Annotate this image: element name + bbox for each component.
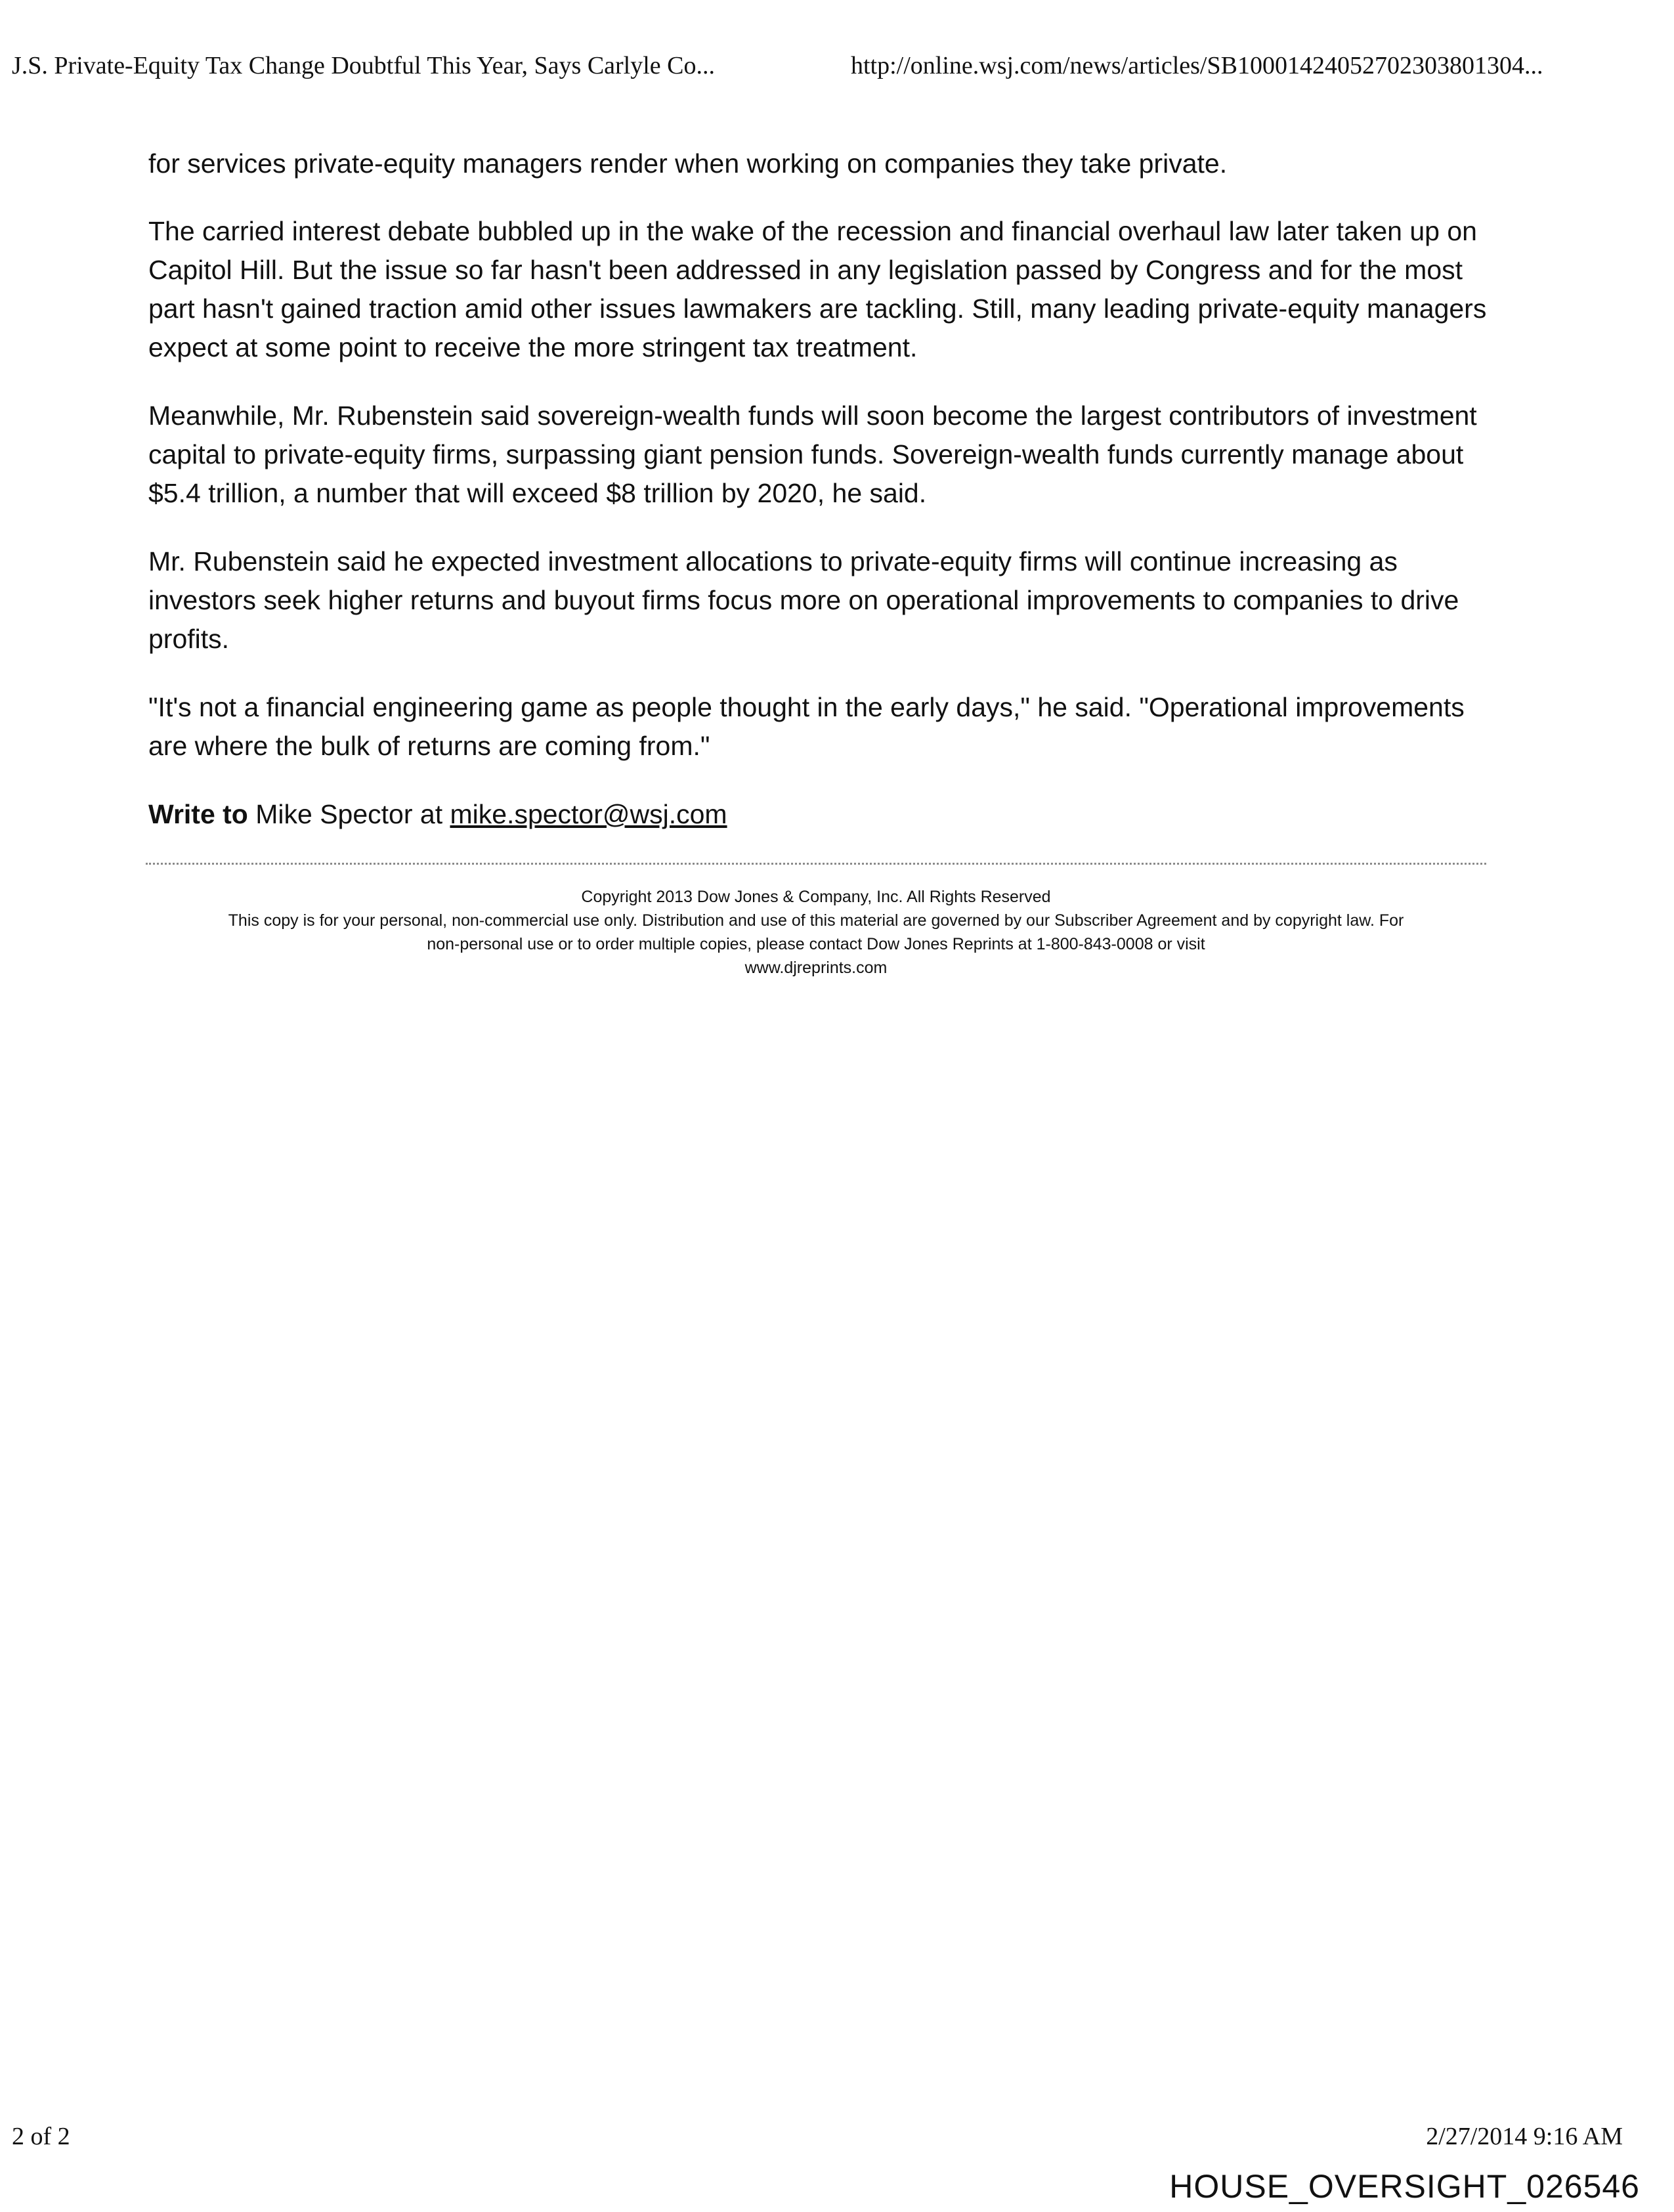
- write-to-author: Mike Spector at: [247, 799, 450, 829]
- article-paragraph: Meanwhile, Mr. Rubenstein said sovereign-wealth funds will soon become the largest contributors of investment capital to private-equity firms, surpassing giant pension funds. Sovereign-wealth funds currently manage about $5.4 trillion, a number that will exceed $8 trillion by 2020, he said.: [148, 401, 1477, 508]
- copyright-reprints: non-personal use or to order multiple copies, please contact Dow Jones Reprints at 1-800-843-0008 or visit: [427, 935, 1205, 953]
- page-count: 2 of 2: [12, 2123, 70, 2150]
- write-to-line: [148, 795, 1501, 834]
- article-paragraph: for services private-equity managers render when working on companies they take private.: [148, 148, 1228, 179]
- page-url: http://online.wsj.com/news/articles/SB10001424052702303801304...: [851, 52, 1543, 79]
- article-body: [148, 144, 1501, 863]
- reprints-link[interactable]: www.djreprints.com: [744, 959, 888, 977]
- print-footer: [12, 2118, 1628, 2155]
- article-paragraph: Mr. Rubenstein said he expected investment allocations to private-equity firms will continue increasing as investors seek higher returns and buyout firms focus more on operational improvements to companies to drive profits.: [148, 546, 1459, 654]
- article-paragraph: "It's not a financial engineering game as people thought in the early days," he said. "Operational improvements are where the bulk of returns are coming from.": [148, 692, 1465, 761]
- print-datetime: 2/27/2014 9:16 AM: [1426, 2123, 1623, 2150]
- article-paragraph: The carried interest debate bubbled up in the wake of the recession and financial overhaul law later taken up on Capitol Hill. But the issue so far hasn't been addressed in any legislation passed by Congress and for the most part hasn't gained traction amid other issues lawmakers are tackling. Still, many leading private-equity managers expect at some point to receive the more stringent tax treatment.: [148, 216, 1487, 362]
- author-email-link[interactable]: mike.spector@wsj.com: [450, 799, 727, 829]
- copyright-terms: This copy is for your personal, non-commercial use only. Distribution and use of this material are governed by our Subscriber Agreement and by copyright law. For: [228, 911, 1404, 930]
- divider: [146, 863, 1486, 865]
- copyright-notice: [146, 885, 1486, 980]
- bates-stamp: HOUSE_OVERSIGHT_026546: [1169, 2168, 1640, 2205]
- copyright-line: Copyright 2013 Dow Jones & Company, Inc. All Rights Reserved: [581, 888, 1051, 906]
- write-to-label: Write to: [148, 799, 248, 829]
- print-header: [12, 46, 1628, 85]
- page-title: J.S. Private-Equity Tax Change Doubtful This Year, Says Carlyle Co...: [12, 52, 716, 79]
